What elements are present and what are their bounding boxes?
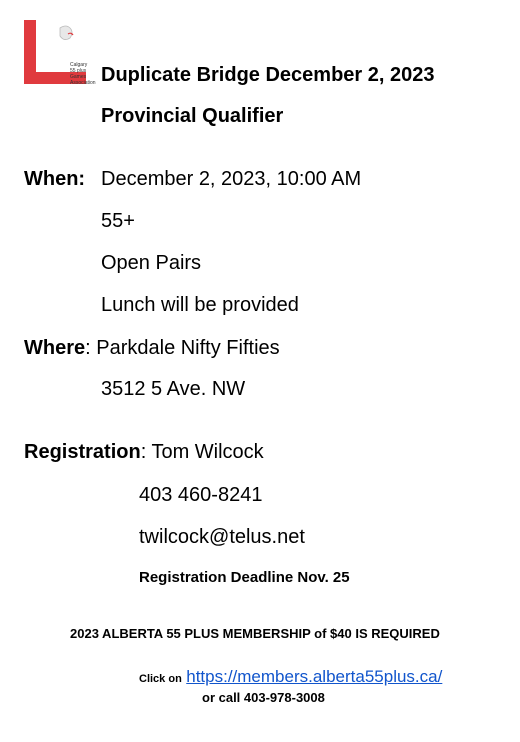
when-label: When:: [24, 168, 86, 190]
logo-text-line: 55 plus Games: [70, 68, 87, 80]
lunch-note: Lunch will be provided: [101, 294, 299, 316]
logo-text: [70, 62, 96, 86]
venue-name: Parkdale Nifty Fifties: [96, 337, 280, 359]
registration-deadline: Registration Deadline Nov. 25: [139, 569, 350, 586]
event-date: December 2, 2023, 10:00 AM: [101, 168, 362, 190]
event-title: Duplicate Bridge December 2, 2023: [101, 64, 435, 86]
contact-phone: 403 460-8241: [139, 484, 263, 506]
membership-link-line: [139, 667, 442, 687]
click-on-label: Click on: [139, 673, 182, 685]
registration-label: Registration: [24, 441, 141, 463]
logo-text-line: Association: [70, 80, 96, 86]
venue-address: 3512 5 Ave. NW: [101, 378, 246, 400]
registration-line: [24, 441, 264, 464]
membership-notice: 2023 ALBERTA 55 PLUS MEMBERSHIP of $40 IS REQUIRED: [70, 626, 440, 641]
age-requirement: 55+: [101, 210, 135, 232]
where-label: Where: [24, 337, 86, 359]
where-line: [24, 337, 280, 360]
association-logo: [24, 20, 96, 86]
phone-contact: or call 403-978-3008: [202, 690, 325, 705]
registration-colon: :: [140, 441, 147, 463]
contact-name: Tom Wilcock: [151, 441, 264, 463]
contact-email: twilcock@telus.net: [139, 526, 305, 548]
membership-link[interactable]: https://members.alberta55plus.ca/: [186, 667, 443, 686]
where-colon: :: [85, 337, 91, 359]
logo-text-line: Calgary: [70, 62, 88, 68]
event-subtitle: Provincial Qualifier: [101, 105, 284, 127]
event-format: Open Pairs: [101, 252, 202, 274]
